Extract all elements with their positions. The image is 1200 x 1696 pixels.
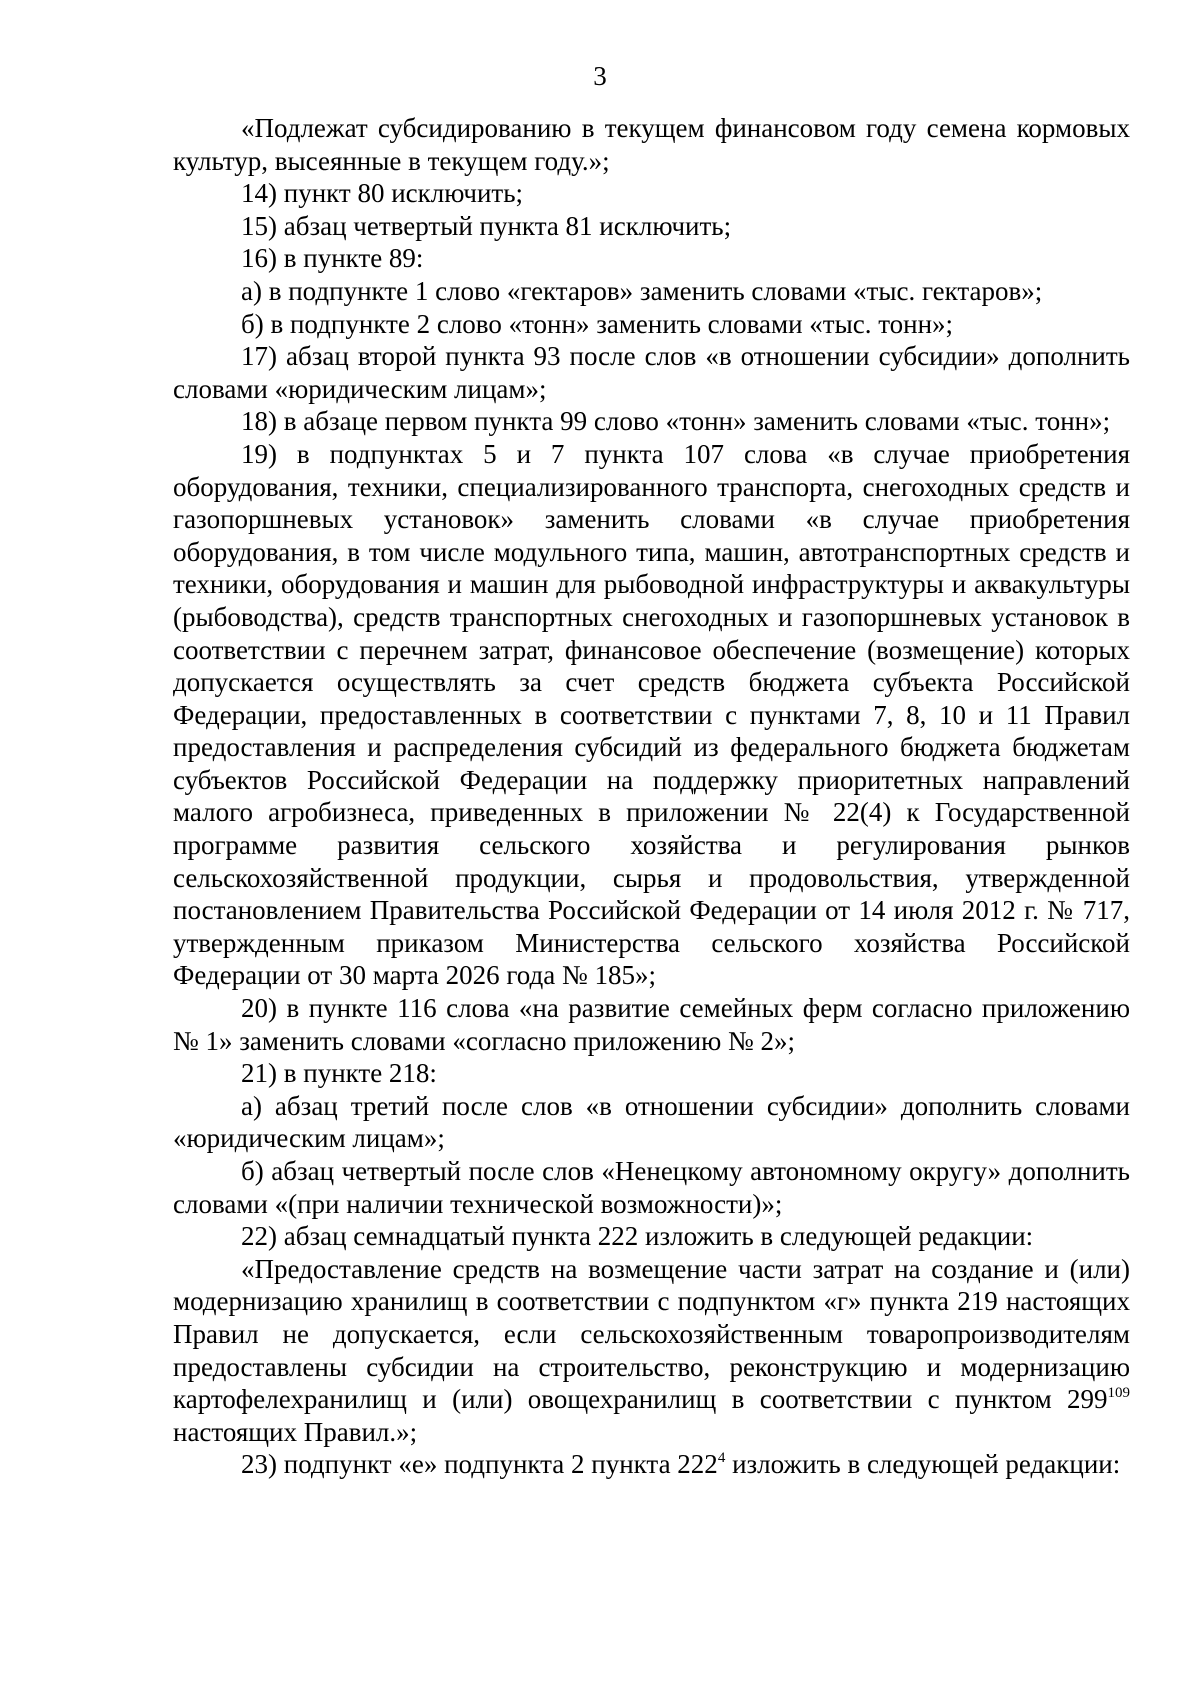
paragraph: 20) в пункте 116 слова «на развитие семейных ферм согласно приложению № 1» заменить словами «согласно приложению № 2»; — [173, 993, 1130, 1056]
paragraph-text: 23) подпункт «е» подпункта 2 пункта 222 — [241, 1449, 718, 1480]
paragraph: б) абзац четвертый после слов «Ненецкому автономному округу» дополнить словами «(при наличии технической возможности)»; — [173, 1156, 1130, 1219]
paragraph-tail: настоящих Правил.»; — [173, 1416, 418, 1447]
paragraph: 21) в пункте 218: — [241, 1058, 437, 1089]
paragraph-tail: изложить в следующей редакции: — [725, 1449, 1121, 1480]
paragraph: а) в подпункте 1 слово «гектаров» заменить словами «тыс. гектаров»; — [241, 275, 1043, 306]
paragraph: 17) абзац второй пункта 93 после слов «в отношении субсидии» дополнить словами «юридическим лицам»; — [173, 341, 1130, 404]
document-body — [173, 112, 1130, 1481]
paragraph: 19) в подпунктах 5 и 7 пункта 107 слова «в случае приобретения оборудования, техники, специализированного транспорта, снегоходных средств и газопоршневых установок» заменить словами «в случае приобретения оборудования, в том числе модульного типа, машин, автотранспортных средств и техники, оборудования и машин для рыбоводной инфраструктуры и аквакультуры (рыбоводства), средств транспортных снегоходных и газопоршневых установок в соответствии с перечнем затрат, финансовое обеспечение (возмещение) которых допускается осуществлять за счет средств бюджета субъекта Российской Федерации, предоставленных в соответствии с пунктами 7, 8, 10 и 11 Правил предоставления и распределения субсидий из федерального бюджета бюджетам субъектов Российской Федерации на поддержку приоритетных направлений малого агробизнеса, приведенных в приложении № 22(4) к Государственной программе развития сельского хозяйства и регулирования рынков сельскохозяйственной продукции, сырья и продовольствия, утвержденной постановлением Правительства Российской Федерации от 14 июля 2012 г. № 717, утвержденным приказом Министерства сельского хозяйства Российской Федерации от 30 марта 2026 года № 185»; — [173, 438, 1130, 991]
paragraph-text: «Предоставление средств на возмещение части затрат на создание и (или) модернизацию хранилищ в соответствии с подпунктом «г» пункта 219 настоящих Правил не допускается, если сельскохозяйственным товаропроизводителям предоставлены субсидии на строительство, реконструкцию и модернизацию картофелехранилищ и (или) овощехранилищ в соответствии с пунктом 299 — [173, 1253, 1130, 1415]
paragraph: 18) в абзаце первом пункта 99 слово «тонн» заменить словами «тыс. тонн»; — [241, 406, 1111, 437]
page-number: 3 — [593, 61, 607, 91]
paragraph: «Подлежат субсидированию в текущем финансовом году семена кормовых культур, высеянные в текущем году.»; — [173, 113, 1130, 176]
paragraph-with-superscript — [173, 1253, 1130, 1449]
paragraph: 15) абзац четвертый пункта 81 исключить; — [241, 210, 732, 241]
superscript: 4 — [717, 1450, 726, 1467]
paragraph: б) в подпункте 2 слово «тонн» заменить словами «тыс. тонн»; — [241, 308, 954, 339]
paragraph: а) абзац третий после слов «в отношении субсидии» дополнить словами «юридическим лицам»; — [173, 1090, 1130, 1154]
paragraph: 14) пункт 80 исключить; — [241, 178, 524, 209]
paragraph: 16) в пункте 89: — [241, 243, 424, 274]
paragraph: 22) абзац семнадцатый пункта 222 изложить в следующей редакции: — [241, 1221, 1034, 1252]
superscript: 109 — [1107, 1385, 1130, 1402]
paragraph-with-superscript — [173, 1448, 1130, 1481]
